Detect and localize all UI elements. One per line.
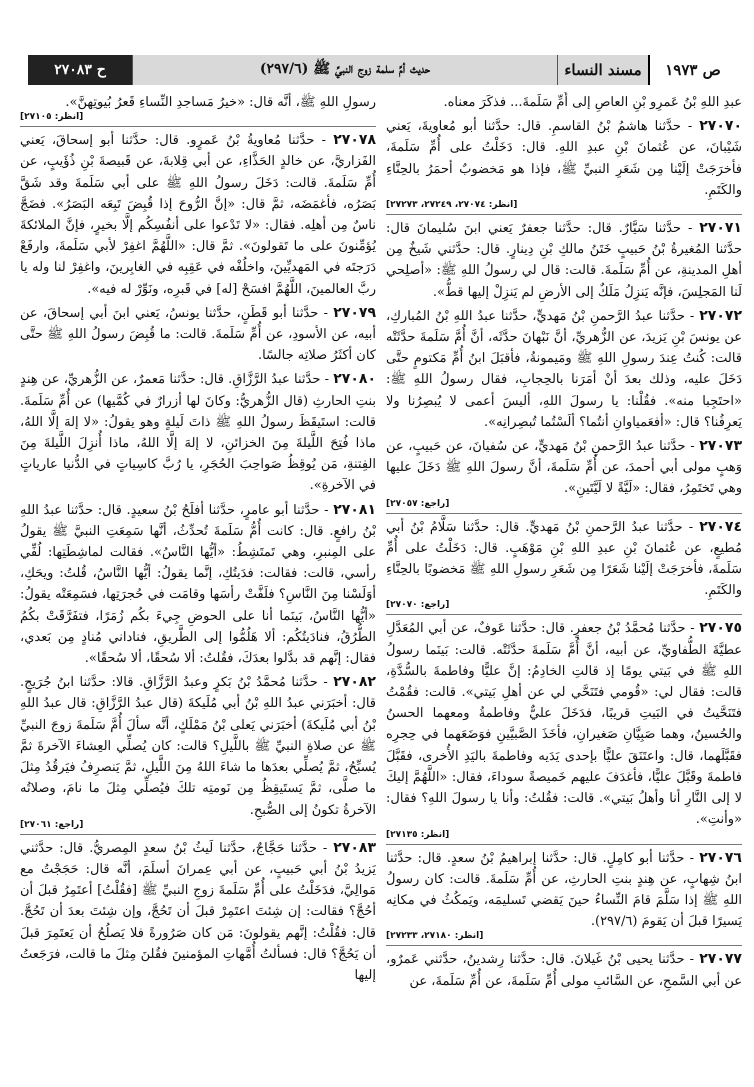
continued-text: عبدِ اللهِ بْنُ عَمرِو بْنِ العاصِ إلى أُمِّ سَلَمةَ... فذكَرَ معناه. [443,95,742,110]
hadith-range: ح ٢٧٠٨٣ [28,55,132,85]
hadith-number: ٢٧٠٧٤ [699,518,742,535]
chapter-title: حديث أمِّ سلمة زوج النبيِّ ﷺ (٢٩٧/٦) [132,55,557,85]
cross-reference: [انظر: ٢٧٠٧٤، ٢٧٢٤٩، ٢٧٢٧٣] [386,199,742,215]
hadith-number: ٢٧٠٧٠ [699,118,742,135]
hadith-text: حدَّثنا مُعاويةُ بْنُ عَمرٍو. قال: حدَّثنا أبو إسحاقَ، يَعني الفَزاريَّ، عن خالدٍ الحَذَّاءِ، عن أبي قِلابةَ، عن قَبيصةَ بْنِ ذُؤَيبٍ، عن أُمِّ سَلَمةَ. قالت: دَخَلَ رسولُ اللهِ ﷺ على أبي سَلَمةَ وقد شَقَّ بَصَرُه، فأغمَضَه، ثمَّ قال: «إنَّ الرُّوحَ إذا قُبِضَ تَبِعَه البَصَرُ». فضَجَّ ناسٌ مِن أهلِه. فقال: «لا تَدْعوا على أنفُسِكُم إلَّا بخيرٍ، فإنَّ الملائكةَ يُؤمِّنونَ على ما تَقولونَ». ثمَّ قال: «اللَّهُمَّ اغفِرْ لأبي سَلَمةَ، وارفَعْ دَرَجتَه في المَهديِّينَ، واخلُفْه في عَقِبِه في الغابِرينَ، واغفِرْ لنا وله يا ربَّ العالمينَ، اللَّهُمَّ افسَحْ [له] في قَبرِه، ونَوِّرْ له فيه». [20,133,376,297]
page-number: ص ١٩٧٣ [648,55,736,85]
hadith-entry: ٢٧٠٧٥ - حدَّثنا مُحمَّدُ بْنُ جعفرٍ. قال: حدَّثنا عَوفٌ، عن أبي المُعَدَّلِ عطيَّةَ الطُّفاويِّ، عن أبيه، أنَّ أُمَّ سَلَمةَ حدَّثَتْه. قالت: بَينَما رسولُ اللهِ ﷺ في بَيتي يومًا إذ قالتِ الخادِمُ: إنَّ عليًّا وفاطمةَ بالسُّدَّةِ، قالت: فقال لي: «قُومي فتَنَحَّي لي عن أهلِ بَيتي». قالت: فقُمْتُ فتَنَحَّيتُ في البَيتِ قريبًا، فدَخَلَ عليٌّ وفاطمةُ ومعهما الحسنُ والحُسينُ، وهما صَبِيَّانِ صَغيرانِ، فأخَذَ الصَّبيَّينِ فوَضَعَهما في حِجرِه فقَبَّلَهما، قال: واعتَنَقَ عليًّا بإحدى يَدَيه وفاطمةَ باليَدِ الأُخرى، فقَبَّلَ فاطمةَ وقَبَّلَ عليًّا، فأغدَفَ عليهم خَميصةً سوداءَ، فقال: «اللَّهُمَّ إليكَ لا إلى النَّارِ أنا وأهلُ بَيتي». قالت: فقُلتُ: وأنا يا رسولَ اللهِ؟ فقال: «وأنتِ». [انظر: ٢٧١٣٥] [386,618,742,844]
hadith-entry: ٢٧٠٨٣ - حدَّثنا حَجَّاجٌ، حدَّثنا لَيثُ بْنُ سعدٍ المِصريُّ. قال: حدَّثني يَزيدُ بْنُ أبي حَبيبٍ، عن أبي عِمرانَ أسلَمَ، أنَّه قال: حَجَجْتُ مع مَوالِيَّ، فدَخَلْتُ على أُمِّ سَلَمةَ زوجِ النبيِّ ﷺ [فقُلْتُ] أعتَمِرُ قبلَ أن أحُجَّ؟ فقالت: إن شِئتَ اعتَمِرْ قبلَ أن تَحُجَّ، وإن شِئتَ بعدَ أن تَحُجَّ. قال: فقُلْتُ: إنَّهم يقولونَ: مَن كان صَرُورةً فلا يَصلُحُ أن يَعتَمِرَ قبلَ أن يَحُجَّ؟ قال: فسألتُ أُمَّهاتِ المؤمنينَ فقُلنَ مِثلَ ما قالت، فرَجَعتُ إليها [20,839,376,983]
hadith-text: حدَّثنا عبدُ الرَّحمنِ بْنُ مَهديٍّ، حدَّثنا عبدُ اللهِ بْنُ المُباركِ، عن يونسَ بْنِ يَزيدَ، عن الزُّهريِّ، أنَّ نَبْهانَ حدَّثَه، أنَّ أُمَّ سَلَمةَ حدَّثَتْه قالت: كُنتُ عِندَ رسولِ اللهِ ﷺ ومَيمونةُ، فأقبَلَ ابنُ أُمِّ مَكتومٍ حتَّى دَخَلَ عليه، وذلك بعدَ أنْ أمَرَنا بالحِجابِ، فقال رسولُ اللهِ ﷺ: «احتَجِبا منه». فقُلْنا: يا رسولَ اللهِ، أليسَ أعمى لا يُبصِرُنا ولا يَعرِفُنا؟ قال: «أفعَمياوانِ أنتُما؟ ألَسْتُما تُبصِرانِه». [386,308,742,430]
right-column [386,92,742,1082]
hadith-entry: ٢٧٠٧٩ - حدَّثنا أبو قَطَنٍ، حدَّثنا يونسُ، يَعني ابنَ أبي إسحاقَ، عن أبيه، عن الأسودِ، عن أُمِّ سَلَمةَ. قالت: ما قُبِضَ رسولُ اللهِ ﷺ حتَّى كان أكثَرُ صلاتِه جالسًا. [20,304,376,364]
cross-reference: [انظر: ٢٧١٣٥] [386,829,742,845]
hadith-entry: ٢٧٠٧١ - حدَّثنا سَيَّارٌ. قال: حدَّثنا جعفرٌ يَعني ابنَ سُليمانَ قال: حدَّثنا المُغيرةُ بْنُ حَبيبٍ خَتَنُ مالكِ بْنِ دِينارٍ. قال: حدَّثني شَيخٌ مِن أهلِ المدينةِ، عن أُمِّ سَلَمةَ. قالت: قال لي رسولُ اللهِ ﷺ: «أصلِحي لَنا المَجلِسَ، فإنَّه يَنزِلُ مَلَكٌ إلى الأرضِ لم يَنزِلْ إليها قطُّ». [386,220,742,300]
cross-reference: [راجع: ٢٧٠٥٧] [386,498,742,514]
hadith-entry: ٢٧٠٧٠ - حدَّثنا هاشمُ بْنُ القاسمِ. قال: حدَّثنا أبو مُعاويةَ، يَعني شَيْبانَ، عن عُثمانَ بْنِ عبدِ اللهِ. قال: دَخَلْتُ على أُمِّ سَلَمةَ، فأخرَجَتْ إلَيْنا مِن شَعَرِ النبيِّ ﷺ، فإذا هو مَخضوبٌ أحمَرُ بالحِنَّاءِ والكَتَمِ. [انظر: ٢٧٠٧٤، ٢٧٢٤٩، ٢٧٢٧٣] [386,116,742,215]
hadith-entry: ٢٧٠٧٤ - حدَّثنا عبدُ الرَّحمنِ بْنُ مَهديٍّ. قال: حدَّثنا سَلَّامُ بْنُ أبي مُطيعٍ، عن عُثمانَ بْنِ عبدِ اللهِ بْنِ مَوْهَبٍ. قال: دَخَلْتُ على أُمِّ سَلَمةَ، فأخرَجَتْ إلَيْنا شَعَرًا مِن شَعَرِ رسولِ اللهِ ﷺ مَخضوبًا بالحِنَّاءِ والكَتَمِ. [راجع: ٢٧٠٧٠] [386,517,742,616]
hadith-number: ٢٧٠٨٣ [333,839,376,856]
hadith-entry: ٢٧٠٧٦ - حدَّثنا أبو كامِلٍ. قال: حدَّثنا إبراهيمُ بْنُ سعدٍ. قال: حدَّثنا ابنُ شِهابٍ، عن هِندٍ بنتِ الحارثِ، عن أُمِّ سَلَمةَ. قالت: كان رسولُ اللهِ ﷺ إذا سَلَّمَ قامَ النِّساءُ حينَ يَقضي تَسليمَه، ويَمكُثُ في مكانِه يَسيرًا قبلَ أن يَقومَ (٢٩٧/٦). [انظر: ٢٧١٨٠، ٢٧٢٣٣] [386,848,742,947]
section-title: مسند النساء [557,55,648,85]
hadith-text: حدَّثنا سَيَّارٌ. قال: حدَّثنا جعفرٌ يَعني ابنَ سُليمانَ قال: حدَّثنا المُغيرةُ بْنُ حَبيبٍ خَتَنُ مالكِ بْنِ دِينارٍ. قال: حدَّثني شَيخٌ مِن أهلِ المدينةِ، عن أُمِّ سَلَمةَ. قالت: قال لي رسولُ اللهِ ﷺ: «أصلِحي لَنا المَجلِسَ، فإنَّه يَنزِلُ مَلَكٌ إلى الأرضِ لم يَنزِلْ إليها قطُّ». [386,221,742,300]
page-header [28,55,736,85]
cross-reference: [راجع: ٢٧٠٦١] [20,819,376,835]
hadith-number: ٢٧٠٧٩ [333,304,376,321]
hadith-number: ٢٧٠٨٠ [333,371,376,388]
hadith-number: ٢٧٠٧٨ [333,132,376,149]
hadith-text: حدَّثنا أبو قَطَنٍ، حدَّثنا يونسُ، يَعني ابنَ أبي إسحاقَ، عن أبيه، عن الأسودِ، عن أُمِّ سَلَمةَ. قالت: ما قُبِضَ رسولُ اللهِ ﷺ حتَّى كان أكثَرُ صلاتِه جالسًا. [20,305,376,364]
text-columns [20,92,742,1082]
hadith-text: حدَّثنا عبدُ الرَّزَّاقِ. قال: حدَّثنا مَعمرٌ، عن الزُّهريِّ، عن هِندٍ بنتِ الحارثِ (قال الزُّهريُّ: وكانَ لها أزرارٌ في كُمَّيها) عن أُمِّ سَلَمةَ. قالت: استَيقَظَ رسولُ اللهِ ﷺ ذاتَ لَيلةٍ وهو يقولُ: «لا إلهَ إلَّا اللهُ، ماذا فُتِحَ اللَّيلةَ مِنَ الخزائنِ، لا إلهَ إلَّا اللهُ، ماذا أُنزِلَ اللَّيلةَ مِنَ الفِتنةِ، مَن يُوقِظُ صَواحِبَ الحُجَرِ، يا رُبَّ كاسِياتٍ في الدُّنيا عارياتٍ في الآخرةِ». [20,372,376,494]
hadith-entry: ٢٧٠٨١ - حدَّثنا أبو عامرٍ، حدَّثنا أفلَحُ بْنُ سعيدٍ. قال: حدَّثنا عبدُ اللهِ بْنُ رافعٍ. قال: كانت أُمُّ سَلَمةَ تُحدِّثُ، أنَّها سَمِعَتِ النبيَّ ﷺ يقولُ على المِنبرِ، وهي تَمتَشِطُ: «أيُّها النَّاسُ». فقالت لماشِطَتِها: لُفِّي رأسي، قالت: فقالت: فدَيتُكِ، إنَّما يقولُ: أيُّها النَّاسُ، قُلتُ: ويحَكِ، أوَلَسْنا مِنَ النَّاسِ؟ فلَفَّتْ رأسَها وقامَت في حُجرَتِها، فسَمِعَتْه يقولُ: «أيُّها النَّاسُ، بَينَما أنا على الحوضِ جِيءَ بكُم زُمَرًا، فتفَرَّقَتْ بكُمُ الطُّرُقُ، فنادَيتُكُم: ألا هَلُمُّوا إلى الطَّريقِ، فناداني مُنادٍ مِن بَعدي، فقال: إنَّهم قد بدَّلوا بعدَكَ، فقُلتُ: ألا سُحقًا، ألا سُحقًا». [20,501,376,667]
hadith-number: ٢٧٠٧١ [699,220,742,237]
hadith-text: حدَّثنا أبو عامرٍ، حدَّثنا أفلَحُ بْنُ سعيدٍ. قال: حدَّثنا عبدُ اللهِ بْنُ رافعٍ. قال: كانت أُمُّ سَلَمةَ تُحدِّثُ، أنَّها سَمِعَتِ النبيَّ ﷺ يقولُ على المِنبرِ، وهي تَمتَشِطُ: «أيُّها النَّاسُ». فقالت لماشِطَتِها: لُفِّي رأسي، قالت: فقالت: فدَيتُكِ، إنَّما يقولُ: أيُّها النَّاسُ، قُلتُ: ويحَكِ، أوَلَسْنا مِنَ النَّاسِ؟ فلَفَّتْ رأسَها وقامَت في حُجرَتِها، فسَمِعَتْه يقولُ: «أيُّها النَّاسُ، بَينَما أنا على الحوضِ جِيءَ بكُم زُمَرًا، فتفَرَّقَتْ بكُمُ الطُّرُقُ، فنادَيتُكُم: ألا هَلُمُّوا إلى الطَّريقِ، فناداني مُنادٍ مِن بَعدي، فقال: إنَّهم قد بدَّلوا بعدَكَ، فقُلتُ: ألا سُحقًا، ألا سُحقًا». [20,502,376,667]
hadith-entry: ٢٧٠٨٢ - حدَّثنا مُحمَّدُ بْنُ بَكرٍ وعبدُ الرَّزَّاقِ. قالا: حدَّثنا ابنُ جُرَيجٍ. قال: أخبَرَني عبدُ اللهِ بْنُ أبي مُلَيكةَ (قال عبدُ الرَّزَّاقِ: قال عبدُ اللهِ بْنُ أبي مُلَيكةَ) أخبَرَني يَعلى بْنُ مَمْلَكٍ، أنَّه سألَ أُمَّ سَلَمةَ زوجَ النبيِّ ﷺ عن صلاةِ النبيِّ ﷺ باللَّيلِ؟ قالت: كان يُصلِّي العِشاءَ الآخرةَ ثمَّ يُسبِّحُ، ثمَّ يُصلِّي بعدَها ما شاءَ اللهُ مِنَ اللَّيلِ، ثمَّ يَنصرِفُ فيَرقُدُ مِثلَ ما صلَّى، ثمَّ يَستَيقِظُ مِن نَومتِه تلكَ فيُصلِّي مِثلَ ما نامَ، وصلاتُه الآخرةُ تكونُ إلى الصُّبحِ. [راجع: ٢٧٠٦١] [20,672,376,834]
hadith-number: ٢٧٠٨١ [333,501,376,518]
hadith-entry: ٢٧٠٧٨ - حدَّثنا مُعاويةُ بْنُ عَمرٍو. قال: حدَّثنا أبو إسحاقَ، يَعني الفَزاريَّ، عن خالدٍ الحَذَّاءِ، عن أبي قِلابةَ، عن قَبيصةَ بْنِ ذُؤَيبٍ، عن أُمِّ سَلَمةَ. قالت: دَخَلَ رسولُ اللهِ ﷺ على أبي سَلَمةَ وقد شَقَّ بَصَرُه، فأغمَضَه، ثمَّ قال: «إنَّ الرُّوحَ إذا قُبِضَ تَبِعَه البَصَرُ». فضَجَّ ناسٌ مِن أهلِه. فقال: «لا تَدْعوا على أنفُسِكُم إلَّا بخيرٍ، فإنَّ الملائكةَ يُؤمِّنونَ على ما تَقولونَ». ثمَّ قال: «اللَّهُمَّ اغفِرْ لأبي سَلَمةَ، وارفَعْ دَرَجتَه في المَهديِّينَ، واخلُفْه في عَقِبِه في الغابِرينَ، واغفِرْ لنا وله يا ربَّ العالمينَ، اللَّهُمَّ افسَحْ [له] في قَبرِه، ونَوِّرْ له فيه». [20,132,376,297]
hadith-number: ٢٧٠٧٢ [699,307,742,324]
hadith-text: حدَّثنا أبو كامِلٍ. قال: حدَّثنا إبراهيمُ بْنُ سعدٍ. قال: حدَّثنا ابنُ شِهابٍ، عن هِندٍ بنتِ الحارثِ، عن أُمِّ سَلَمةَ. قالت: كان رسولُ اللهِ ﷺ إذا سَلَّمَ قامَ النِّساءُ حينَ يَقضي تَسليمَه، ويَمكُثُ في مكانِه يَسيرًا قبلَ أن يَقومَ (٢٩٧/٦). [386,850,742,930]
cross-reference: [انظر: ٢٧١٠٥] [20,111,376,127]
hadith-entry: ٢٧٠٧٧ - حدَّثنا يحيى بْنُ غَيلانَ. قال: حدَّثنا رِشدينُ، حدَّثني عَمرٌو، عن أبي السَّمحِ، عن السَّائبِ مولى أُمِّ سَلَمةَ، عن أُمِّ سَلَمةَ، عن [386,951,742,989]
cross-reference: [انظر: ٢٧١٨٠، ٢٧٢٣٣] [386,930,742,946]
hadith-number: ٢٧٠٧٧ [699,951,742,968]
hadith-entry: ٢٧٠٨٠ - حدَّثنا عبدُ الرَّزَّاقِ. قال: حدَّثنا مَعمرٌ، عن الزُّهريِّ، عن هِندٍ بنتِ الحارثِ (قال الزُّهريُّ: وكانَ لها أزرارٌ في كُمَّيها) عن أُمِّ سَلَمةَ. قالت: استَيقَظَ رسولُ اللهِ ﷺ ذاتَ لَيلةٍ وهو يقولُ: «لا إلهَ إلَّا اللهُ، ماذا فُتِحَ اللَّيلةَ مِنَ الخزائنِ، لا إلهَ إلَّا اللهُ، ماذا أُنزِلَ اللَّيلةَ مِنَ الفِتنةِ، مَن يُوقِظُ صَواحِبَ الحُجَرِ، يا رُبَّ كاسِياتٍ في الدُّنيا عارياتٍ في الآخرةِ». [20,371,376,494]
continued-text [20,92,376,127]
hadith-text: حدَّثنا عبدُ الرَّحمنِ بْنُ مَهديٍّ، عن سُفيانَ، عن حَبيبٍ، عن وَهبٍ مولى أبي أحمدَ، عن أُمِّ سَلَمةَ، أنَّ رسولَ اللهِ ﷺ دَخَلَ عليها وهي تَختَمِرُ، فقال: «لَيَّةً لا لَيَّتَينِ». [386,439,742,497]
cross-reference: [راجع: ٢٧٠٧٠] [386,599,742,615]
hadith-number: ٢٧٠٧٦ [699,849,742,866]
hadith-text: حدَّثنا مُحمَّدُ بْنُ جعفرٍ. قال: حدَّثنا عَوفٌ، عن أبي المُعَدَّلِ عطيَّةَ الطُّفاويِّ، عن أبيه، أنَّ أُمَّ سَلَمةَ حدَّثَتْه. قالت: بَينَما رسولُ اللهِ ﷺ في بَيتي يومًا إذ قالتِ الخادِمُ: إنَّ عليًّا وفاطمةَ بالسُّدَّةِ، قالت: فقال لي: «قُومي فتَنَحَّي لي عن أهلِ بَيتي». قالت: فقُمْتُ فتَنَحَّيتُ في البَيتِ قريبًا، فدَخَلَ عليٌّ وفاطمةُ ومعهما الحسنُ والحُسينُ، وهما صَبِيَّانِ صَغيرانِ، فأخَذَ الصَّبيَّينِ فوَضَعَهما في حِجرِه فقَبَّلَهما، قال: واعتَنَقَ عليًّا بإحدى يَدَيه وفاطمةَ باليَدِ الأُخرى، فقَبَّلَ فاطمةَ وقَبَّلَ عليًّا، فأغدَفَ عليهم خَميصةً سوداءَ، فقال: «اللَّهُمَّ إليكَ لا إلى النَّارِ أنا وأهلُ بَيتي». قالت: فقُلتُ: وأنا يا رسولَ اللهِ؟ فقال: «وأنتِ». [386,621,742,828]
hadith-number: ٢٧٠٧٣ [699,438,742,455]
hadith-number: ٢٧٠٨٢ [333,674,376,691]
hadith-text: حدَّثنا هاشمُ بْنُ القاسمِ. قال: حدَّثنا أبو مُعاويةَ، يَعني شَيْبانَ، عن عُثمانَ بْنِ عبدِ اللهِ. قال: دَخَلْتُ على أُمِّ سَلَمةَ، فأخرَجَتْ إلَيْنا مِن شَعَرِ النبيِّ ﷺ، فإذا هو مَخضوبٌ أحمَرُ بالحِنَّاءِ والكَتَمِ. [386,119,742,198]
hadith-entry: ٢٧٠٧٢ - حدَّثنا عبدُ الرَّحمنِ بْنُ مَهديٍّ، حدَّثنا عبدُ اللهِ بْنُ المُباركِ، عن يونسَ بْنِ يَزيدَ، عن الزُّهريِّ، أنَّ نَبْهانَ حدَّثَه، أنَّ أُمَّ سَلَمةَ حدَّثَتْه قالت: كُنتُ عِندَ رسولِ اللهِ ﷺ ومَيمونةُ، فأقبَلَ ابنُ أُمِّ مَكتومٍ حتَّى دَخَلَ عليه، وذلك بعدَ أنْ أمَرَنا بالحِجابِ، فقال رسولُ اللهِ ﷺ: «احتَجِبا منه». فقُلْنا: يا رسولَ اللهِ، أليسَ أعمى لا يُبصِرُنا ولا يَعرِفُنا؟ قال: «أفعَمياوانِ أنتُما؟ ألَسْتُما تُبصِرانِه». [386,307,742,430]
continued-text-body: رسولِ اللهِ ﷺ، أنَّه قال: «خيرُ مَساجدِ النِّساءِ قَعرُ بُيوتِهنَّ». [65,95,376,110]
hadith-number: ٢٧٠٧٥ [699,620,742,637]
hadith-text: حدَّثنا مُحمَّدُ بْنُ بَكرٍ وعبدُ الرَّزَّاقِ. قالا: حدَّثنا ابنُ جُرَيجٍ. قال: أخبَرَني عبدُ اللهِ بْنُ أبي مُلَيكةَ (قال عبدُ الرَّزَّاقِ: قال عبدُ اللهِ بْنُ أبي مُلَيكةَ) أخبَرَني يَعلى بْنُ مَمْلَكٍ، أنَّه سألَ أُمَّ سَلَمةَ زوجَ النبيِّ ﷺ عن صلاةِ النبيِّ ﷺ باللَّيلِ؟ قالت: كان يُصلِّي العِشاءَ الآخرةَ ثمَّ يُسبِّحُ، ثمَّ يُصلِّي بعدَها ما شاءَ اللهُ مِنَ اللَّيلِ، ثمَّ يَنصرِفُ فيَرقُدُ مِثلَ ما صلَّى، ثمَّ يَستَيقِظُ مِن نَومتِه تلكَ فيُصلِّي مِثلَ ما نامَ، وصلاتُه الآخرةُ تكونُ إلى الصُّبحِ. [20,675,376,818]
hadith-text: حدَّثنا يحيى بْنُ غَيلانَ. قال: حدَّثنا رِشدينُ، حدَّثني عَمرٌو، عن أبي السَّمحِ، عن السَّائبِ مولى أُمِّ سَلَمةَ، عن أُمِّ سَلَمةَ، عن [386,952,742,989]
left-column [20,92,376,1082]
hadith-text: حدَّثنا عبدُ الرَّحمنِ بْنُ مَهديٍّ. قال: حدَّثنا سَلَّامُ بْنُ أبي مُطيعٍ، عن عُثمانَ بْنِ عبدِ اللهِ بْنِ مَوْهَبٍ. قال: دَخَلْتُ على أُمِّ سَلَمةَ، فأخرَجَتْ إلَيْنا شَعَرًا مِن شَعَرِ رسولِ اللهِ ﷺ مَخضوبًا بالحِنَّاءِ والكَتَمِ. [386,519,742,599]
hadith-entry: ٢٧٠٧٣ - حدَّثنا عبدُ الرَّحمنِ بْنُ مَهديٍّ، عن سُفيانَ، عن حَبيبٍ، عن وَهبٍ مولى أبي أحمدَ، عن أُمِّ سَلَمةَ، أنَّ رسولَ اللهِ ﷺ دَخَلَ عليها وهي تَختَمِرُ، فقال: «لَيَّةً لا لَيَّتَينِ». [راجع: ٢٧٠٥٧] [386,436,742,514]
hadith-text: حدَّثنا حَجَّاجٌ، حدَّثنا لَيثُ بْنُ سعدٍ المِصريُّ. قال: حدَّثني يَزيدُ بْنُ أبي حَبيبٍ، عن أبي عِمرانَ أسلَمَ، أنَّه قال: حَجَجْتُ مع مَوالِيَّ، فدَخَلْتُ على أُمِّ سَلَمةَ زوجِ النبيِّ ﷺ [فقُلْتُ] أعتَمِرُ قبلَ أن أحُجَّ؟ فقالت: إن شِئتَ اعتَمِرْ قبلَ أن تَحُجَّ، وإن شِئتَ بعدَ أن تَحُجَّ. قال: فقُلْتُ: إنَّهم يقولونَ: مَن كان صَرُورةً فلا يَصلُحُ أن يَعتَمِرَ قبلَ أن يَحُجَّ؟ قال: فسألتُ أُمَّهاتِ المؤمنينَ فقُلنَ مِثلَ ما قالت، فرَجَعتُ إليها [20,840,376,983]
